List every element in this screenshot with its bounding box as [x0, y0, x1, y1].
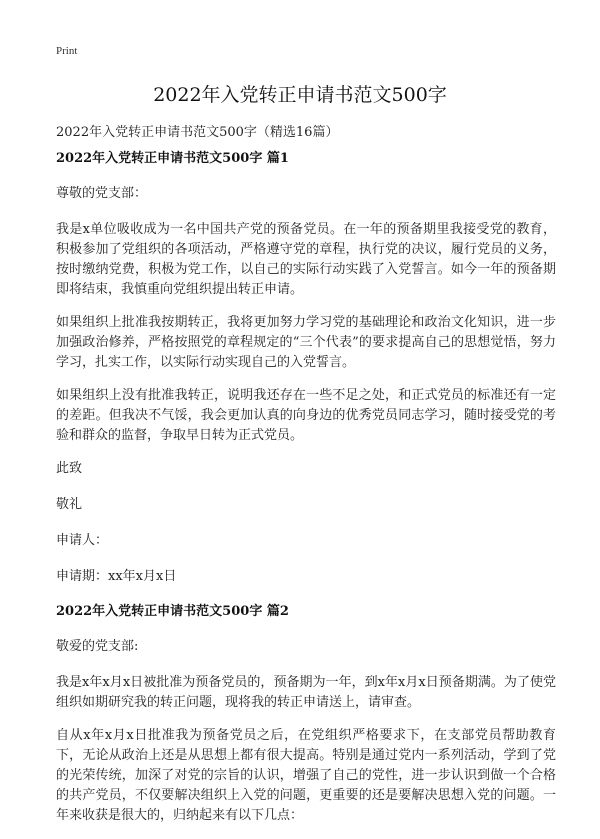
section-1	[56, 150, 556, 587]
print-label: Print	[56, 45, 78, 57]
paragraph: 自从x年x月x日批准我为预备党员之后，在党组织严格要求下，在支部党员帮助教育下，无论从政治上还是从思想上都有很大提高。特别是通过党内一系列活动，学到了党的光荣传统，加深了对党的宗旨的认识，增强了自己的党性，进一步认识到做一个合格的共产党员，不仅要解决组织上入党的问题，更重要的还是要解决思想入党的问题。一年来收获是很大的，归纳起来有以下几点：	[56, 728, 556, 823]
greeting: 敬爱的党支部:	[56, 639, 139, 654]
paragraph: 如果组织上批准我按期转正，我将更加努力学习党的基础理论和政治文化知识，进一步加强政治修养，严格按照党的章程规定的“三个代表”的要求提高自己的思想觉悟，努力学习，扎实工作，以实际行动实现自己的入党誓言。	[56, 315, 556, 370]
paragraph: 我是x年x月x日被批准为预备党员的，预备期为一年，到x年x月x日预备期满。为了使党组织如期研究我的转正问题，现将我的转正申请送上，请审查。	[56, 675, 556, 710]
section-2	[56, 603, 556, 826]
paragraph: 如果组织上没有批准我转正，说明我还存在一些不足之处，和正式党员的标准还有一定的差距。但我决不气馁，我会更加认真的向身边的优秀党员同志学习，随时接受党的考验和群众的监督，争取早日转为正式党员。	[56, 388, 556, 443]
paragraph: 我是x单位吸收成为一名中国共产党的预备党员。在一年的预备期里我接受党的教育，积极参加了党组织的各项活动，严格遵守党的章程，执行党的决议，履行党员的义务，按时缴纳党费，积极为党工作，以自己的实际行动实践了入党誓言。如今一年的预备期即将结束，我慎重向党组织提出转正申请。	[56, 222, 556, 297]
greeting: 尊敬的党支部：	[56, 186, 148, 201]
applicant-line: 申请人：	[56, 533, 109, 548]
section-heading: 2022年入党转正申请书范文500字 篇1	[56, 151, 289, 166]
date-line: 申请期：xx年x月x日	[56, 569, 177, 584]
page-title: 2022年入党转正申请书范文500字	[153, 84, 447, 106]
closing-line: 此致	[56, 461, 83, 476]
section-heading: 2022年入党转正申请书范文500字 篇2	[56, 604, 289, 619]
closing-line: 敬礼	[56, 497, 83, 512]
document-content	[56, 150, 556, 839]
document-subtitle: 2022年入党转正申请书范文500字（精选16篇）	[56, 125, 339, 140]
